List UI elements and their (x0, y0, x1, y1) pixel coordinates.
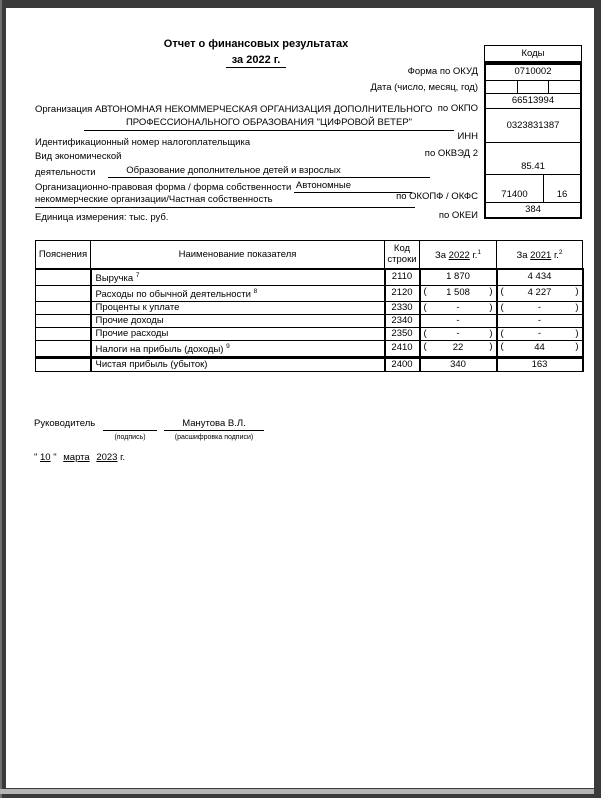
date-value-cells (486, 80, 580, 93)
cell-code: 2110 (385, 269, 420, 286)
col-2022-prefix: За (434, 250, 447, 262)
col-2022-year: 2022 (448, 250, 470, 262)
value-2022: - (456, 327, 460, 339)
inn-value: 0323831387 (486, 108, 580, 142)
cell-explanation (36, 301, 91, 314)
cell-explanation (36, 340, 91, 357)
col-line-code (385, 241, 420, 269)
date-year-cell (548, 81, 580, 93)
value-2022: - (456, 301, 460, 313)
paren-close: ) (575, 301, 579, 313)
paren-close: ) (575, 327, 579, 339)
cell-name (91, 327, 385, 340)
cell-explanation (36, 285, 91, 301)
col-2022-footnote: 1 (477, 249, 482, 257)
col-2022-suffix: г. (472, 250, 478, 262)
codes-box-header: Коды (484, 45, 582, 62)
report-page (6, 8, 594, 788)
cell-name (91, 314, 385, 327)
okopf-okfs-row (486, 174, 580, 202)
value-2021: 44 (534, 342, 545, 354)
activity-label-line2: деятельности (35, 167, 96, 178)
paren-open: ( (500, 285, 504, 297)
cell-2022 (420, 301, 497, 314)
cell-code: 2120 (385, 285, 420, 301)
activity-label-line1: Вид экономической (35, 151, 122, 162)
okopf-label: по ОКОПФ / ОКФС (396, 191, 478, 202)
value-2021: - (537, 327, 542, 339)
date-quote-close: " (53, 452, 57, 463)
report-period-text: за 2022 г. (226, 54, 287, 68)
paren-open: ( (423, 301, 427, 313)
date-suffix: г. (120, 452, 126, 463)
inn-label: ИНН (457, 131, 478, 142)
table-row-interest-payable (36, 301, 583, 314)
date-month: марта (63, 452, 90, 463)
okved-value-text: 85.41 (521, 161, 545, 172)
cell-2022 (420, 340, 497, 357)
window-edge (0, 0, 2, 798)
legal-form-label: Организационно-правовая форма / форма собственности (35, 182, 292, 193)
value-2022: 340 (450, 358, 466, 370)
report-title: Отчет о финансовых результатах (163, 38, 349, 50)
table-row-expenses (36, 285, 583, 301)
cell-name (91, 269, 385, 286)
cell-2021 (497, 314, 583, 327)
cell-explanation (36, 357, 91, 371)
okei-value: 384 (486, 202, 580, 217)
org-line1 (35, 104, 480, 115)
col-2021-year: 2021 (530, 250, 552, 262)
date-label: Дата (число, месяц, год) (370, 82, 478, 93)
date-day: 10 (40, 452, 51, 463)
row-footnote: 7 (135, 271, 140, 279)
cell-2021 (497, 340, 583, 357)
cell-2022 (420, 269, 497, 286)
col-code-word2: строки (387, 254, 417, 266)
okpo-value: 66513994 (486, 93, 580, 108)
row-footnote: 9 (226, 342, 230, 350)
cell-2021 (497, 327, 583, 340)
cell-code: 2350 (385, 327, 420, 340)
cell-name (91, 301, 385, 314)
codes-box-body (484, 62, 582, 219)
cell-name (91, 285, 385, 301)
cell-code: 2400 (385, 357, 420, 371)
date-quote-open: " (34, 452, 38, 463)
cell-2021 (497, 269, 583, 286)
row-name-text: Чистая прибыль (убыток) (95, 358, 208, 370)
signatory-role: Руководитель (34, 418, 96, 429)
col-year-2022 (420, 241, 497, 269)
cell-name (91, 357, 385, 371)
unit-label: Единица измерения: тыс. руб. (35, 212, 169, 223)
cell-explanation (36, 269, 91, 286)
org-name-line1: АВТОНОМНАЯ НЕКОММЕРЧЕСКАЯ ОРГАНИЗАЦИЯ ДОПОЛНИТЕЛЬНОГО (94, 104, 433, 115)
col-code-word1: Код (393, 243, 411, 255)
okopf-value: 71400 (486, 175, 544, 202)
legal-form-value-line1: Автономные (294, 180, 412, 193)
table-row-other-expenses (36, 327, 583, 340)
paren-open: ( (500, 340, 504, 352)
paren-close: ) (489, 285, 493, 297)
activity-value: Образование дополнительное детей и взрослых (108, 165, 430, 178)
table-row-other-income (36, 314, 583, 327)
signature-caption: (подпись) (114, 434, 146, 441)
paren-open: ( (423, 285, 427, 297)
activity-line (35, 165, 485, 178)
paren-close: ) (489, 301, 493, 313)
date-day-cell (486, 81, 517, 93)
cell-code: 2340 (385, 314, 420, 327)
okpo-label: по ОКПО (437, 103, 478, 114)
cell-2022 (420, 314, 497, 327)
paren-open: ( (423, 327, 427, 339)
signature-line (103, 418, 157, 431)
row-footnote: 8 (253, 287, 258, 295)
paren-close: ) (575, 285, 579, 297)
legal-form-line1 (35, 180, 485, 193)
row-name-text: Выручка (95, 272, 134, 284)
value-2021: - (537, 314, 542, 326)
cell-code: 2410 (385, 340, 420, 357)
okud-value: 0710002 (514, 66, 552, 77)
cell-2022 (420, 357, 497, 371)
value-2022: 1 508 (446, 287, 470, 299)
value-2021: 4 227 (527, 287, 552, 299)
col-2021-prefix: За (516, 250, 528, 262)
value-2022: 22 (452, 342, 464, 354)
value-2021: 4 434 (527, 271, 552, 283)
signatory-name-caption: (расшифровка подписи) (174, 434, 254, 441)
table-header-row (36, 241, 583, 269)
row-name-text: Прочие доходы (95, 314, 164, 326)
row-name-text: Налоги на прибыль (доходы) (95, 343, 224, 355)
okei-label: по ОКЕИ (438, 210, 478, 221)
cell-2021 (497, 357, 583, 371)
cell-explanation (36, 314, 91, 327)
legal-form-value-line2: некоммерческие организации/Частная собственность (35, 194, 415, 208)
date-month-cell (517, 81, 549, 93)
report-period (36, 54, 476, 66)
col-2021-footnote: 2 (558, 249, 563, 257)
paren-close: ) (575, 340, 579, 352)
okfs-value: 16 (556, 189, 568, 200)
col-2021-suffix: г. (553, 250, 559, 262)
report-date-line (34, 452, 125, 463)
col-indicator-name: Наименование показателя (91, 241, 385, 269)
financial-results-table (35, 240, 584, 372)
cell-code: 2330 (385, 301, 420, 314)
paren-open: ( (500, 327, 504, 339)
cell-explanation (36, 327, 91, 340)
table-row-income-tax (36, 340, 583, 357)
okved-value (486, 142, 580, 174)
date-year: 2023 (96, 452, 118, 463)
row-name-text: Проценты к уплате (95, 301, 180, 313)
signatory-name: Манутова В.Л. (164, 418, 264, 431)
row-name-text: Прочие расходы (95, 327, 169, 339)
paren-open: ( (500, 301, 504, 313)
cell-2022 (420, 327, 497, 340)
cell-2021 (497, 301, 583, 314)
viewport-bottom-strip (0, 789, 594, 794)
paren-close: ) (489, 327, 493, 339)
cell-name (91, 340, 385, 357)
paren-close: ) (489, 340, 493, 352)
value-2021: 163 (531, 358, 548, 370)
col-year-2021 (497, 241, 583, 269)
value-2022: - (456, 314, 460, 326)
okved-label: по ОКВЭД 2 (424, 148, 478, 159)
cell-2022 (420, 285, 497, 301)
cell-2021 (497, 285, 583, 301)
paren-open: ( (423, 340, 427, 352)
table-row-net-profit (36, 357, 583, 371)
table-row-revenue (36, 269, 583, 286)
value-2022: 1 870 (446, 271, 470, 283)
codes-box (484, 45, 582, 219)
row-name-text: Расходы по обычной деятельности (95, 288, 251, 300)
col-explanations: Пояснения (36, 241, 91, 269)
okud-label: Форма по ОКУД (407, 66, 478, 77)
taxpayer-label: Идентификационный номер налогоплательщика (35, 137, 251, 148)
org-label: Организация (35, 104, 93, 115)
value-2021: - (537, 301, 542, 313)
org-name-line2: ПРОФЕССИОНАЛЬНОГО ОБРАЗОВАНИЯ "ЦИФРОВОЙ ВЕТЕР" (84, 117, 454, 131)
